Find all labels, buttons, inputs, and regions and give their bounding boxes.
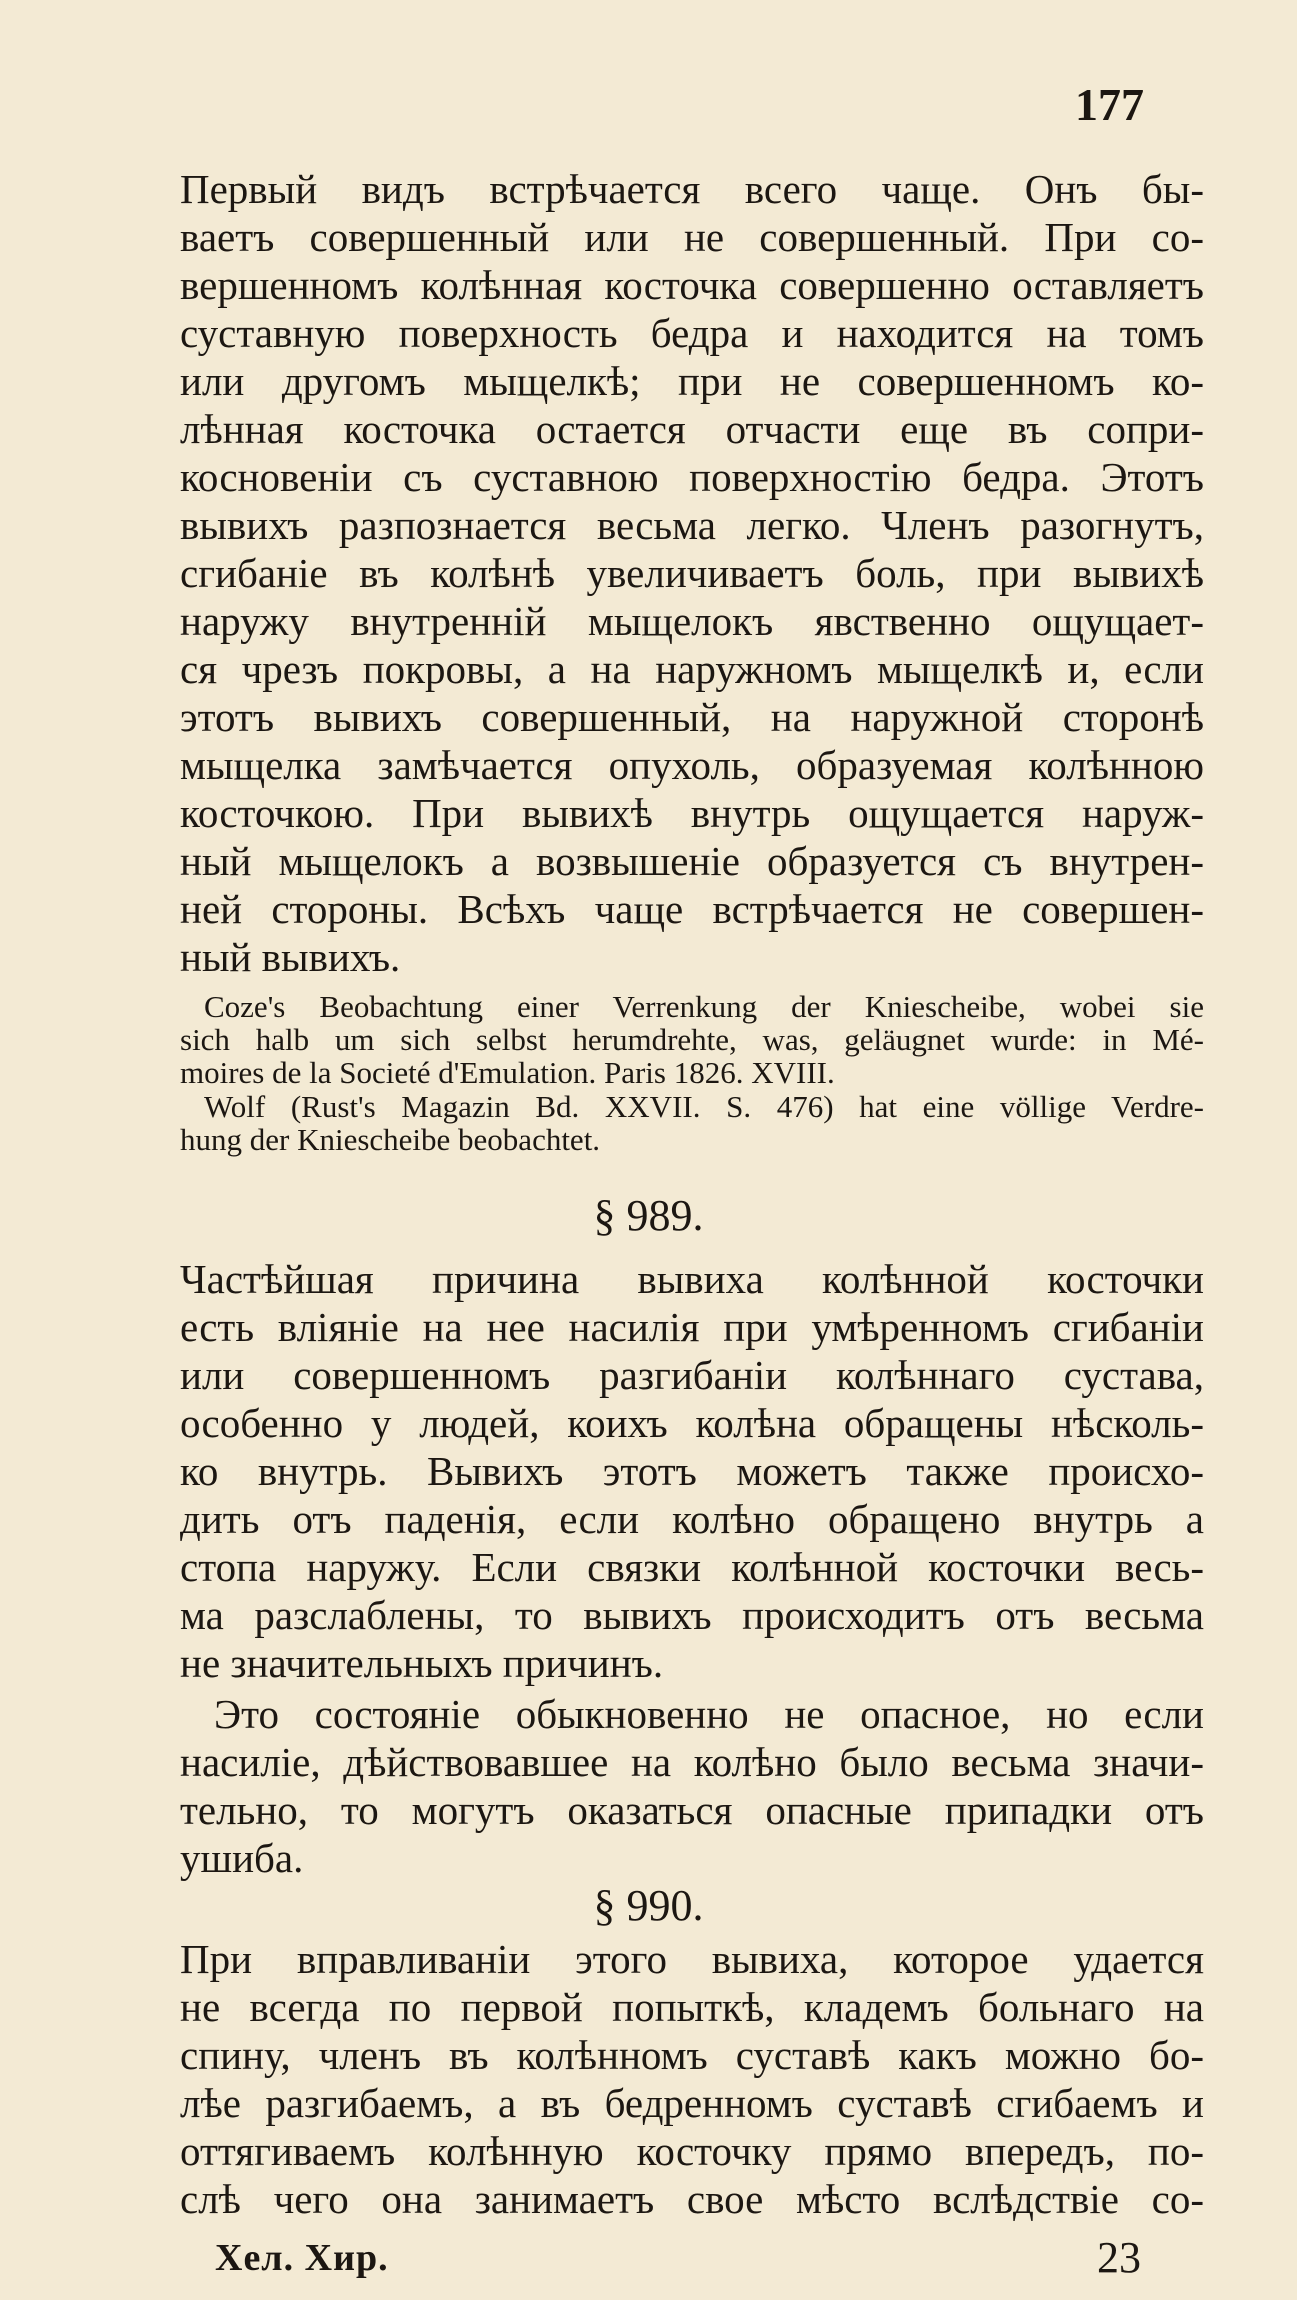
- text-line: не значительныхъ причинъ.: [180, 1640, 664, 1686]
- text-line: сгибаніе въ колѣнѣ увеличиваетъ боль, при вывихѣ: [180, 550, 1204, 596]
- section-989-paragraph-1: [180, 1255, 1204, 1687]
- text-line: Частѣйшая причина вывиха колѣнной косточки: [180, 1256, 1204, 1302]
- sheet-number: 23: [1097, 2233, 1141, 2282]
- text-line: косточкою. При вывихѣ внутрь ощущается наруж-: [180, 790, 1204, 836]
- text-line: ный вывихъ.: [180, 934, 401, 980]
- text-line: слѣ чего она занимаетъ свое мѣсто вслѣдствіе со-: [180, 2176, 1204, 2222]
- note-line: Wolf (Rust's Magazin Bd. XXVII. S. 476) hat eine völlige Verdre-: [204, 1089, 1204, 1124]
- note-line: hung der Kniescheibe beobachtet.: [180, 1122, 601, 1157]
- text-line: Первый видъ встрѣчается всего чаще. Онъ бы-: [180, 166, 1204, 212]
- text-line: ней стороны. Всѣхъ чаще встрѣчается не совершен-: [180, 886, 1204, 932]
- text-line: вывихъ разпознается весьма легко. Членъ разогнутъ,: [180, 502, 1204, 548]
- text-line: ваетъ совершенный или не совершенный. При со-: [180, 214, 1204, 260]
- text-line: Это состояніе обыкновенно не опасное, но если: [214, 1691, 1204, 1737]
- text-line: есть вліяніе на нее насилія при умѣренномъ сгибаніи: [180, 1304, 1204, 1350]
- text-line: или другомъ мыщелкѣ; при не совершенномъ ко-: [180, 358, 1204, 404]
- text-line: оттягиваемъ колѣнную косточку прямо впередъ, по-: [180, 2128, 1204, 2174]
- signature-mark: Хел. Хир.: [215, 2237, 389, 2279]
- note-line: Cоzе's Beobachtung einer Verrenkung der Kniescheibe, wobei sie: [204, 989, 1204, 1024]
- text-line: не всегда по первой попыткѣ, кладемъ больнаго на: [180, 1984, 1204, 2030]
- note-line: moires de la Societé d'Emulation. Paris 1826. XVIII.: [180, 1055, 835, 1090]
- text-line: лѣе разгибаемъ, а въ бедренномъ суставѣ сгибаемъ и: [180, 2080, 1204, 2126]
- text-line: стопа наружу. Если связки колѣнной косточки весь-: [180, 1544, 1204, 1590]
- text-line: суставную поверхность бедра и находится на томъ: [180, 310, 1204, 356]
- text-line: дить отъ паденія, если колѣно обращено внутрь а: [180, 1496, 1204, 1542]
- text-line: ушиба.: [180, 1835, 304, 1881]
- text-line: ся чрезъ покровы, а на наружномъ мыщелкѣ и, если: [180, 646, 1204, 692]
- text-line: мыщелка замѣчается опухоль, образуемая колѣнною: [180, 742, 1204, 788]
- text-line: При вправливаніи этого вывиха, которое удается: [180, 1936, 1204, 1982]
- section-heading-989: § 989.: [593, 1191, 704, 1240]
- section-989-paragraph-2: [180, 1690, 1204, 1882]
- opening-paragraph: [180, 165, 1204, 981]
- text-line: вершенномъ колѣнная косточка совершенно оставляетъ: [180, 262, 1204, 308]
- text-line: косновеніи съ суставною поверхностію бедра. Этотъ: [180, 454, 1204, 500]
- section-heading-990: § 990.: [593, 1881, 704, 1930]
- text-line: ко внутрь. Вывихъ этотъ можетъ также происхо-: [180, 1448, 1204, 1494]
- text-line: этотъ вывихъ совершенный, на наружной сторонѣ: [180, 694, 1204, 740]
- text-line: ный мыщелокъ а возвышеніе образуется съ внутрен-: [180, 838, 1204, 884]
- text-line: или совершенномъ разгибаніи колѣннаго сустава,: [180, 1352, 1204, 1398]
- page-number: 177: [1075, 79, 1144, 130]
- note-line: sich halb um sich selbst herumdrehte, was, geläugnet wurde: in Mé-: [180, 1022, 1204, 1057]
- text-line: ма разслаблены, то вывихъ происходитъ отъ весьма: [180, 1592, 1204, 1638]
- text-line: наружу внутренній мыщелокъ явственно ощущает-: [180, 598, 1204, 644]
- footnote-wolf: [180, 1090, 1204, 1156]
- section-990-paragraph-1: [180, 1935, 1204, 2223]
- text-line: лѣнная косточка остается отчасти еще въ сопри-: [180, 406, 1204, 452]
- text-line: особенно у людей, коихъ колѣна обращены нѣсколь-: [180, 1400, 1204, 1446]
- text-line: спину, членъ въ колѣнномъ суставѣ какъ можно бо-: [180, 2032, 1204, 2078]
- footnote-coze: [180, 990, 1204, 1089]
- text-line: насиліе, дѣйствовавшее на колѣно было весьма значи-: [180, 1739, 1204, 1785]
- text-line: тельно, то могутъ оказаться опасные припадки отъ: [180, 1787, 1204, 1833]
